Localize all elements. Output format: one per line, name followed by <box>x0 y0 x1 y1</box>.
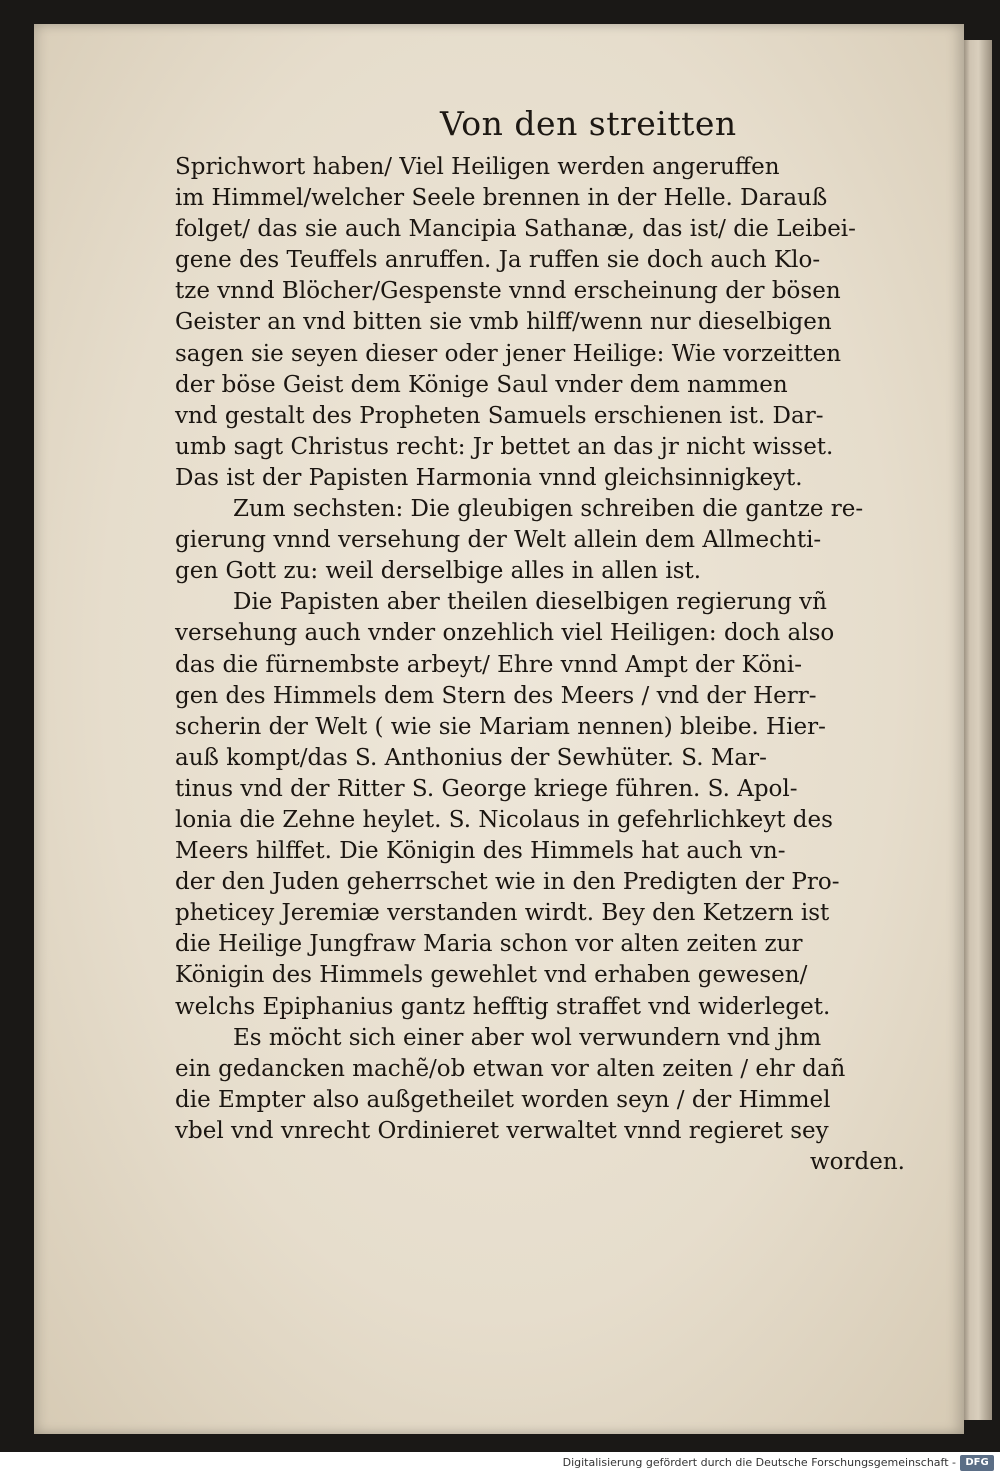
text-line: gierung vnnd versehung der Welt allein dem Allmechti- <box>175 527 822 554</box>
text-line: vnd gestalt des Propheten Samuels erschienen ist. Dar- <box>175 402 824 429</box>
text-line: im Himmel/welcher Seele brennen in der Helle. Darauß <box>175 185 828 212</box>
text-line: die Heilige Jungfraw Maria schon vor alten zeiten zur <box>175 931 803 958</box>
text-line: auß kompt/das S. Anthonius der Sewhüter. S. Mar- <box>175 744 767 771</box>
dfg-logo: DFG <box>960 1455 994 1471</box>
text-line: tze vnnd Blöcher/Gespenste vnnd erscheinung der bösen <box>175 278 841 305</box>
text-line: gene des Teuffels anruffen. Ja ruffen sie doch auch Klo- <box>175 247 821 274</box>
paragraph-start-line: Zum sechsten: Die gleubigen schreiben die gantze re- <box>233 496 864 523</box>
text-line: sagen sie seyen dieser oder jener Heilige: Wie vorzeitten <box>175 340 842 367</box>
text-line: vbel vnd vnrecht Ordinieret verwaltet vnnd regieret sey <box>175 1117 829 1144</box>
text-line: gen Gott zu: weil derselbige alles in allen ist. <box>175 558 702 585</box>
text-line: umb sagt Christus recht: Jr bettet an das jr nicht wisset. <box>175 433 834 460</box>
text-line: welchs Epiphanius gantz hefftig straffet vnd widerleget. <box>175 993 831 1020</box>
text-line: der böse Geist dem Könige Saul vnder dem nammen <box>175 371 788 398</box>
paragraph-start-line: Die Papisten aber theilen dieselbigen regierung vñ <box>233 589 827 616</box>
text-line: gen des Himmels dem Stern des Meers / vnd der Herr- <box>175 682 817 709</box>
body-text <box>175 152 950 1178</box>
text-line: versehung auch vnder onzehlich viel Heiligen: doch also <box>175 620 835 647</box>
text-line: der den Juden geherrschet wie in den Predigten der Pro- <box>175 869 840 896</box>
text-line: das die fürnembste arbeyt/ Ehre vnnd Ampt der Köni- <box>175 651 802 678</box>
text-line: folget/ das sie auch Mancipia Sathanæ, das ist/ die Leibei- <box>175 216 856 243</box>
text-line: tinus vnd der Ritter S. George kriege führen. S. Apol- <box>175 775 798 802</box>
funding-credit: Digitalisierung gefördert durch die Deutsche Forschungsgemeinschaft - <box>562 1456 956 1469</box>
text-line: die Empter also außgetheilet worden seyn / der Himmel <box>175 1086 831 1113</box>
text-line: pheticey Jeremiæ verstanden wirdt. Bey den Ketzern ist <box>175 900 830 927</box>
footer-bar <box>0 1452 1000 1474</box>
text-line: Königin des Himmels gewehlet vnd erhaben gewesen/ <box>175 962 808 989</box>
final-word-line: worden. <box>810 1149 905 1175</box>
text-line: Sprichwort haben/ Viel Heiligen werden angeruffen <box>175 154 780 180</box>
paragraph-start-line: Es möcht sich einer aber wol verwundern vnd jhm <box>233 1024 822 1051</box>
text-line: Meers hilffet. Die Königin des Himmels hat auch vn- <box>175 838 786 865</box>
text-line: lonia die Zehne heylet. S. Nicolaus in gefehrlichkeyt des <box>175 806 833 833</box>
running-head: Von den streitten <box>440 104 737 143</box>
text-line: ein gedancken machẽ/ob etwan vor alten zeiten / ehr dañ <box>175 1055 846 1082</box>
text-line: scherin der Welt ( wie sie Mariam nennen) bleibe. Hier- <box>175 713 826 740</box>
text-line: Geister an vnd bitten sie vmb hilff/wenn nur dieselbigen <box>175 309 832 336</box>
text-line: Das ist der Papisten Harmonia vnnd gleichsinnigkeyt. <box>175 464 803 491</box>
